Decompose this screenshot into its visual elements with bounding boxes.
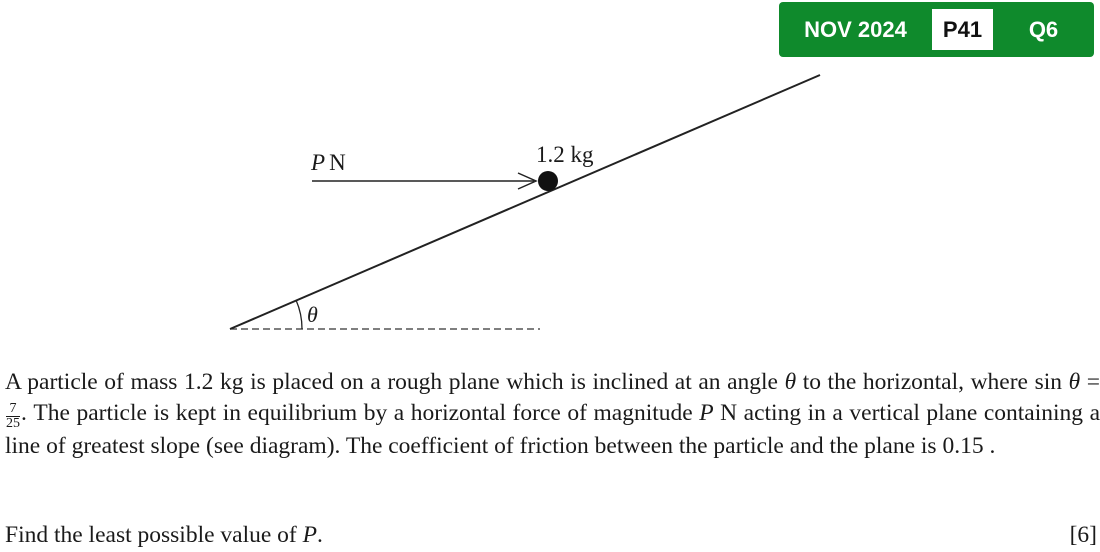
marks-allocation: [6] [1069, 522, 1097, 548]
mass-label: 1.2 kg [536, 142, 594, 167]
particle [538, 171, 558, 191]
question-text-part-1: A particle of mass 1.2 kg is placed on a rough plane which is inclined at an angle [5, 369, 785, 395]
inclined-plane-line [230, 75, 820, 329]
fraction-numerator: 7 [6, 402, 20, 417]
theta-symbol: θ [784, 369, 797, 395]
question-paragraph [5, 367, 1100, 461]
force-label-variable: P [311, 150, 326, 175]
exam-session-label: NOV 2024 [804, 16, 907, 42]
force-label [310, 150, 346, 175]
equals-sign: = [1080, 369, 1100, 395]
question-text-part-4: N acting in a vertical plane containing a line of greatest slope (see diagram). The coefficient of friction between the particle and the plane is 0.15 . [5, 399, 1100, 459]
question-text-part-3: . The particle is kept in equilibrium by a horizontal force of magnitude [21, 399, 700, 426]
fraction-denominator: 25 [6, 415, 20, 431]
task-prefix: Find the least possible value of [5, 522, 303, 548]
task-variable: P [302, 522, 317, 548]
angle-label: θ [307, 302, 318, 327]
question-number-label: Q6 [1028, 16, 1059, 42]
task-suffix: . [316, 522, 323, 548]
question-text [5, 367, 1100, 461]
p-variable: P [699, 399, 714, 426]
theta-symbol: θ [1068, 369, 1081, 395]
paper-number-label: P41 [932, 9, 993, 50]
question-text-part-2: to the horizontal, where sin [796, 369, 1069, 395]
force-label-unit: N [329, 150, 346, 175]
angle-arc [296, 300, 302, 329]
fraction [6, 402, 20, 431]
task-prompt [5, 521, 323, 549]
